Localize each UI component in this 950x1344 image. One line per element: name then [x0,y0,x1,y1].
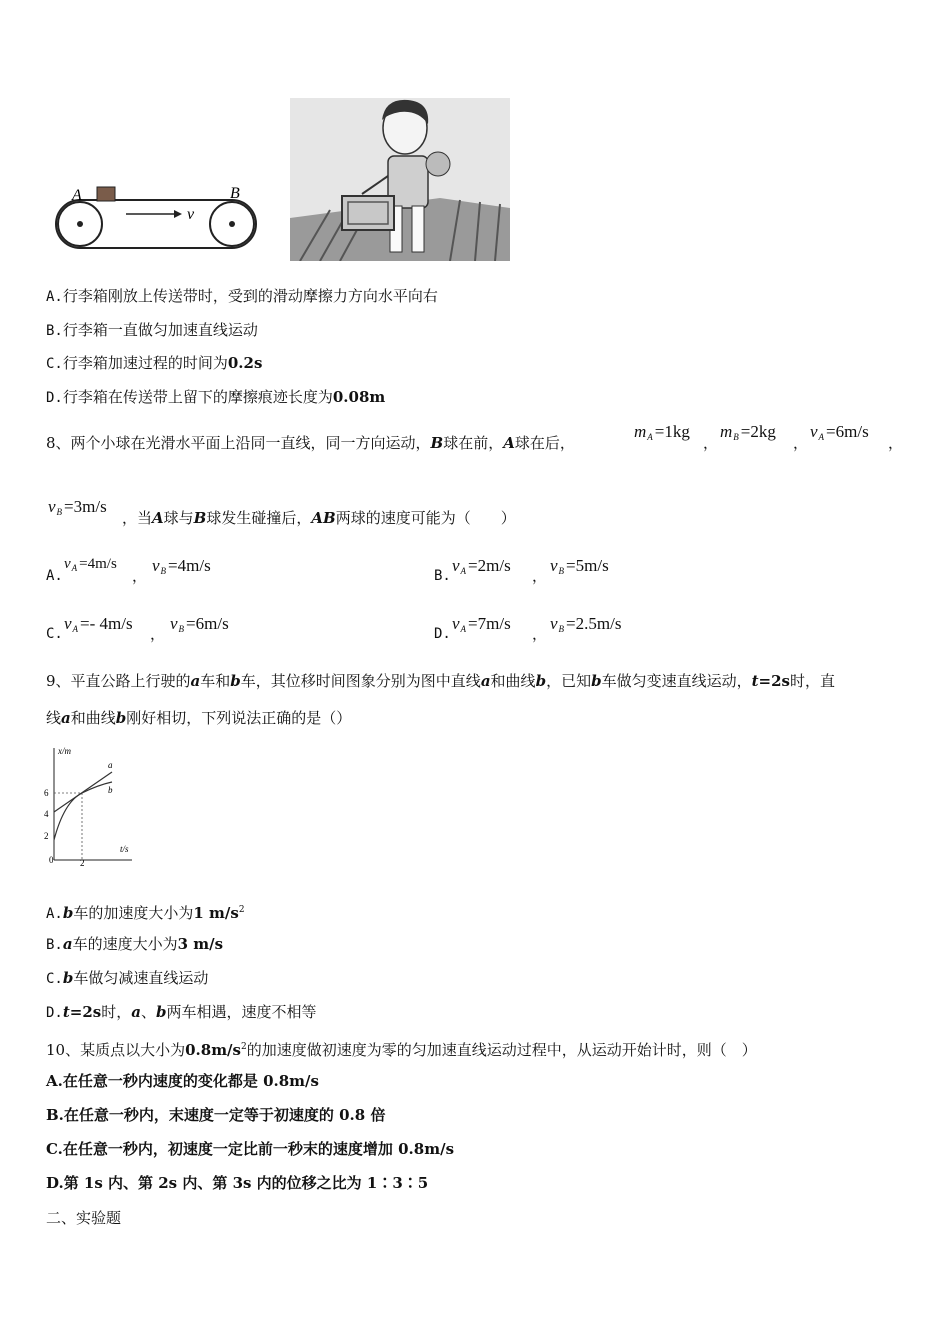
q8-mass-b: mB =2kg [720,422,776,442]
q8-comma-2: ， [793,434,809,452]
curve-b-label: b [108,785,113,795]
q8-mass-a: mA =1kg [634,422,690,442]
q10-stem: 10、某质点以大小为$0.8m/s^2$的加速度做初速度为零的匀加速直线运动过程中，从运动开始计时，则（ ） [46,1041,757,1059]
conveyor-belt-diagram [50,178,265,258]
x-tick-0: 0 [49,855,54,865]
q8-stem-line1: 8、两个小球在光滑水平面上沿同一直线，同一方向运动，B球在前，A球在后， [46,434,575,452]
belt-loop [56,200,256,248]
point-b-label: B [230,185,240,202]
q9-stem-line1: 9、平直公路上行驶的a车和b车，其位移时间图象分别为图中直线a和曲线b，已知b车做匀变速直线运动，t=2s时，直 [46,672,835,690]
y-tick-6: 6 [44,788,49,798]
left-pulley-axle [77,221,83,227]
q10-option-b[interactable]: B.在任意一秒内，末速度一定等于初速度的 0.8 倍 [46,1106,386,1124]
curve-b [54,782,112,840]
q10-option-d[interactable]: D.第 1s 内、第 2s 内、第 3s 内的位移之比为 1∶3∶5 [46,1174,429,1192]
q9-option-d[interactable]: D.t=2s时，a、b两车相遇，速度不相等 [46,1003,317,1021]
q9-option-b[interactable]: B.a车的速度大小为3 m/s [46,935,224,953]
luggage-case [342,196,394,230]
q10-option-c[interactable]: C.在任意一秒内，初速度一定比前一秒末的速度增加 0.8m/s [46,1140,455,1158]
arrow-head [174,210,182,218]
q8-velocity-b: vB =3m/s [48,497,107,517]
person-leg-right [412,206,424,252]
child-on-back [426,152,450,176]
right-pulley-axle [229,221,235,227]
position-time-graph [40,742,140,872]
q8-comma-3: ， [888,434,904,452]
velocity-label: v [187,206,195,223]
point-a-label: A [72,187,82,204]
x-tick-2: 2 [80,858,85,868]
line-a-label: a [108,760,113,770]
q7-option-c[interactable]: C.行李箱加速过程的时间为0.2s [46,354,263,372]
q7-option-b[interactable]: B.行李箱一直做匀加速直线运动 [46,321,258,339]
y-axis-label: x/m [58,746,71,756]
q8-comma-1: ， [703,434,719,452]
y-tick-2: 2 [44,831,49,841]
x-axis-label: t/s [120,844,129,854]
q8-velocity-a: vA =6m/s [810,422,869,442]
q9-stem-line2: 线a和曲线b刚好相切，下列说法正确的是（） [46,709,352,727]
q8-stem-line2: ，当A球与B球发生碰撞后，AB两球的速度可能为（ ） [122,509,516,527]
q9-option-c[interactable]: C.b车做匀减速直线运动 [46,969,209,987]
q7-option-a[interactable]: A.行李箱刚放上传送带时，受到的滑动摩擦力方向水平向右 [46,287,438,305]
y-tick-4: 4 [44,809,49,819]
airport-illustration [290,98,510,261]
q9-option-a[interactable]: A.b车的加速度大小为1 $m/s^2$ [46,904,245,922]
q10-option-a[interactable]: A.在任意一秒内速度的变化都是 0.8m/s [46,1072,319,1090]
q7-option-d[interactable]: D.行李箱在传送带上留下的摩擦痕迹长度为0.08m [46,388,386,406]
section-heading: 二、实验题 [46,1209,122,1227]
luggage-block [97,187,115,201]
